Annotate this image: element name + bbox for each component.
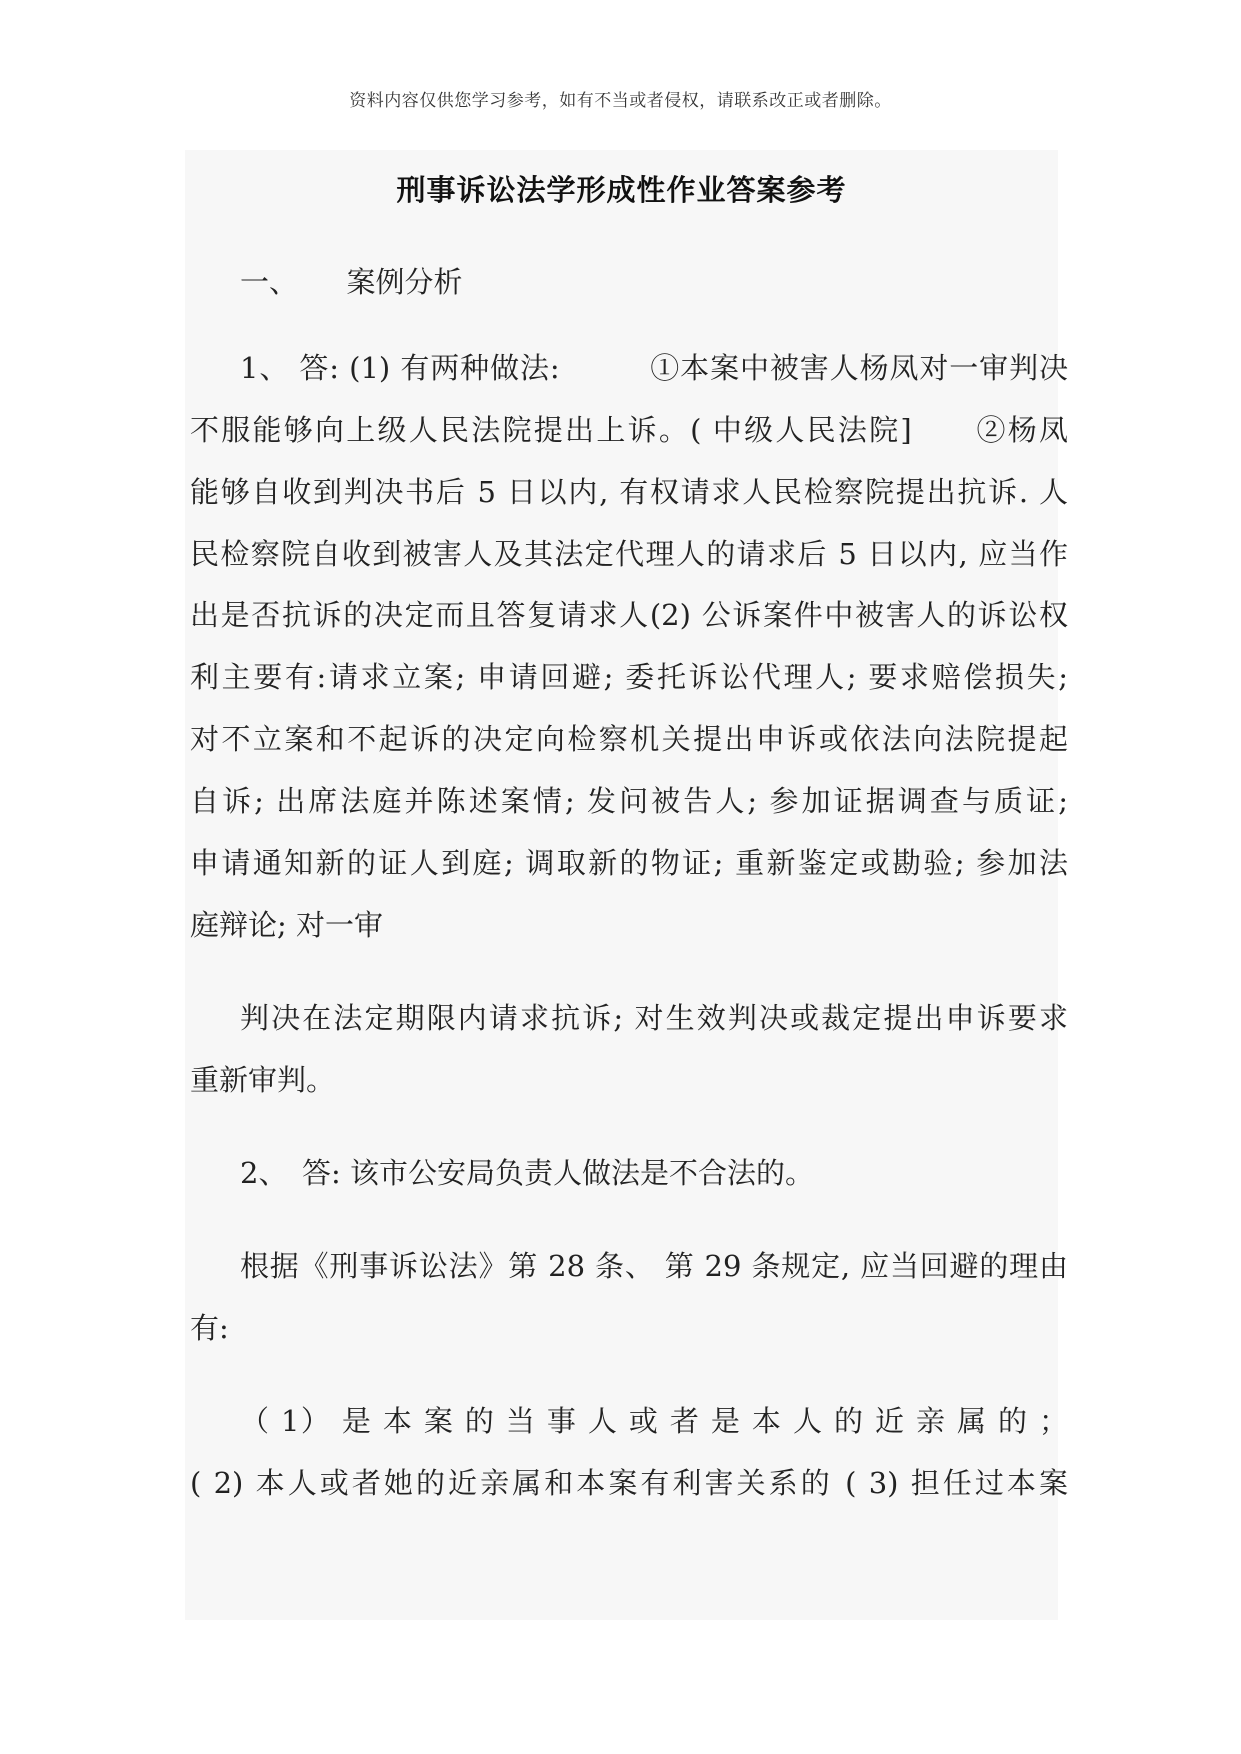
- paragraph-line: 对不立案和不起诉的决定向检察机关提出申诉或依法向法院提起: [190, 722, 1068, 756]
- paragraph-line: 民检察院自收到被害人及其法定代理人的请求后 5 日以内, 应当作: [190, 537, 1068, 571]
- section-number: 一、: [240, 265, 299, 299]
- paragraph-line: 2、 答: 该市公安局负责人做法是不合法的。: [240, 1156, 814, 1190]
- paragraph-line: 重新审判。: [190, 1063, 336, 1097]
- paragraph-line: 自诉; 出席法庭并陈述案情; 发问被告人; 参加证据调查与质证;: [190, 784, 1068, 818]
- paragraph-line: （ 1） 是 本 案 的 当 事 人 或 者 是 本 人 的 近 亲 属 的 ；: [240, 1404, 1068, 1438]
- paragraph-line: 庭辩论; 对一审: [190, 908, 383, 942]
- paragraph-line: 申请通知新的证人到庭; 调取新的物证; 重新鉴定或勘验; 参加法: [190, 846, 1068, 880]
- paragraph-line: 出是否抗诉的决定而且答复请求人(2) 公诉案件中被害人的诉讼权: [190, 598, 1068, 632]
- paragraph-line: 能够自收到判决书后 5 日以内, 有权请求人民检察院提出抗诉. 人: [190, 475, 1068, 509]
- paragraph-line: 不服能够向上级人民法院提出上诉。( 中级人民法院] ②杨凤: [190, 413, 1068, 447]
- paragraph-line: 1、 答: (1) 有两种做法: ①本案中被害人杨凤对一审判决: [240, 351, 1068, 385]
- paragraph-line: 利主要有:请求立案; 申请回避; 委托诉讼代理人; 要求赔偿损失;: [190, 660, 1068, 694]
- paragraph-line: 根据《刑事诉讼法》第 28 条、 第 29 条规定, 应当回避的理由: [240, 1249, 1068, 1283]
- section-heading: [240, 260, 462, 301]
- paragraph-line: 判决在法定期限内请求抗诉; 对生效判决或裁定提出申诉要求: [240, 1001, 1068, 1035]
- section-label: 案例分析: [346, 265, 463, 299]
- header-disclaimer: 资料内容仅供您学习参考，如有不当或者侵权，请联系改正或者删除。: [349, 91, 892, 111]
- paragraph-line: ( 2) 本人或者她的近亲属和本案有利害关系的 ( 3) 担任过本案: [190, 1466, 1068, 1500]
- document-title: 刑事诉讼法学形成性作业答案参考: [396, 173, 847, 207]
- paragraph-line: 有:: [190, 1311, 229, 1345]
